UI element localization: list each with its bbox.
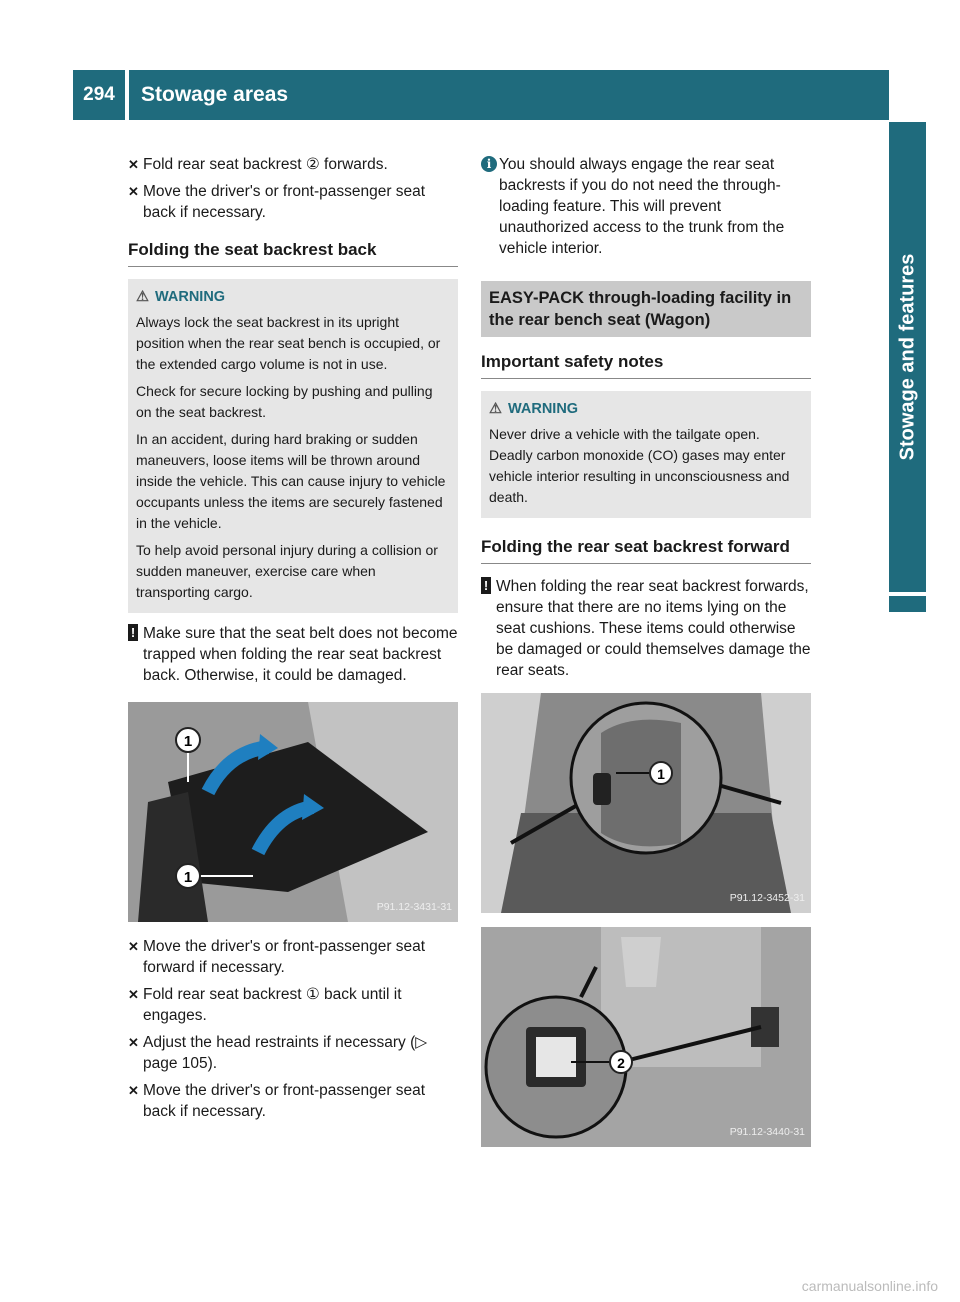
callout-number: 2: [617, 1055, 625, 1071]
warning-paragraph: Check for secure locking by pushing and pulling on the seat backrest.: [136, 383, 433, 420]
warning-paragraph: Never drive a vehicle with the tailgate open. Deadly carbon monoxide (CO) gases may enter vehicle interior resulting in unconsciousness and death.: [489, 426, 790, 505]
seat-backrest-illustration: [128, 702, 458, 922]
right-column: [481, 154, 811, 1147]
left-column: [128, 154, 458, 1128]
section-heading: Important safety notes: [481, 351, 811, 379]
side-tab-label: Stowage and features: [896, 253, 918, 461]
step-marker-icon: ✕: [128, 157, 139, 172]
callout-number: 1: [657, 766, 665, 782]
step-marker-icon: ✕: [128, 1035, 139, 1050]
info-icon: i: [481, 156, 497, 172]
note-text: Make sure that the seat belt does not become trapped when folding the rear seat backrest back. Otherwise, it could be damaged.: [143, 625, 458, 684]
header-separator: [125, 70, 129, 120]
warning-triangle-icon: ⚠: [136, 289, 149, 305]
step-text: Move the driver's or front-passenger seat back if necessary.: [143, 183, 426, 221]
page-title: Stowage areas: [141, 83, 289, 106]
step-marker-icon: ✕: [128, 939, 139, 954]
caution-note: [481, 576, 811, 681]
figure-code: P91.12-3440-31: [729, 1126, 805, 1138]
callout-number: 1: [183, 869, 193, 886]
step-item: [128, 984, 458, 1026]
footer-watermark: carmanualsonline.info: [801, 1278, 938, 1294]
step-marker-icon: ✕: [128, 184, 139, 199]
warning-paragraph: In an accident, during hard braking or sudden maneuvers, loose items will be thrown around inside the vehicle. This can cause injury to vehicle occupants unless the items are securely fastened in the vehicle.: [136, 431, 446, 531]
section-heading: Folding the rear seat backrest forward: [481, 536, 811, 564]
rear-seat-illustration: [481, 927, 811, 1147]
exclamation-icon: !: [481, 577, 491, 594]
warning-box: [481, 391, 811, 518]
note-text: When folding the rear seat backrest forwards, ensure that there are no items lying on the seat cushions. These items could otherwise be damaged or could themselves damage the rear seats.: [496, 578, 811, 679]
warning-label: WARNING: [508, 401, 579, 417]
cargo-area-figure: [481, 693, 811, 913]
exclamation-icon: !: [128, 624, 138, 641]
warning-paragraph: Always lock the seat backrest in its upright position when the rear seat bench is occupied, or the extended cargo volume is not in use.: [136, 314, 441, 372]
caution-note: [128, 623, 458, 686]
step-marker-icon: ✕: [128, 987, 139, 1002]
step-text: Move the driver's or front-passenger seat forward if necessary.: [143, 938, 426, 976]
step-item: [128, 1032, 458, 1074]
warning-triangle-icon: ⚠: [489, 401, 502, 417]
rear-seat-figure: [481, 927, 811, 1147]
step-item: [128, 154, 458, 175]
page-number: 294: [83, 84, 115, 105]
step-text: Fold rear seat backrest ① back until it engages.: [143, 986, 402, 1024]
info-note: [481, 154, 811, 259]
step-item: [128, 936, 458, 978]
section-side-tab: [889, 122, 926, 592]
section-title-box: EASY-PACK through-loading facility in the rear bench seat (Wagon): [481, 281, 811, 337]
step-item: [128, 181, 458, 223]
step-marker-icon: ✕: [128, 1083, 139, 1098]
section-heading: Folding the seat backrest back: [128, 239, 458, 267]
warning-label: WARNING: [155, 289, 226, 305]
figure-code: P91.12-3452-31: [729, 892, 805, 904]
step-text: Move the driver's or front-passenger seat back if necessary.: [143, 1082, 426, 1120]
cargo-area-illustration: [481, 693, 811, 913]
info-text: You should always engage the rear seat backrests if you do not need the through-loading feature. This will prevent unauthorized access to the trunk from the vehicle interior.: [499, 156, 785, 257]
step-text: Adjust the head restraints if necessary (▷ page 105).: [143, 1034, 428, 1072]
warning-paragraph: To help avoid personal injury during a collision or sudden maneuver, exercise care when transporting cargo.: [136, 542, 438, 600]
warning-box: [128, 279, 458, 613]
warning-title: [489, 399, 803, 420]
step-text: Fold rear seat backrest ② forwards.: [143, 156, 388, 173]
figure-code: P91.12-3431-31: [376, 901, 452, 913]
step-item: [128, 1080, 458, 1122]
seat-backrest-figure: [128, 702, 458, 922]
page-header: [73, 70, 889, 120]
callout-number: 1: [183, 733, 193, 750]
side-tab-marker: [889, 596, 926, 612]
warning-title: [136, 287, 450, 308]
